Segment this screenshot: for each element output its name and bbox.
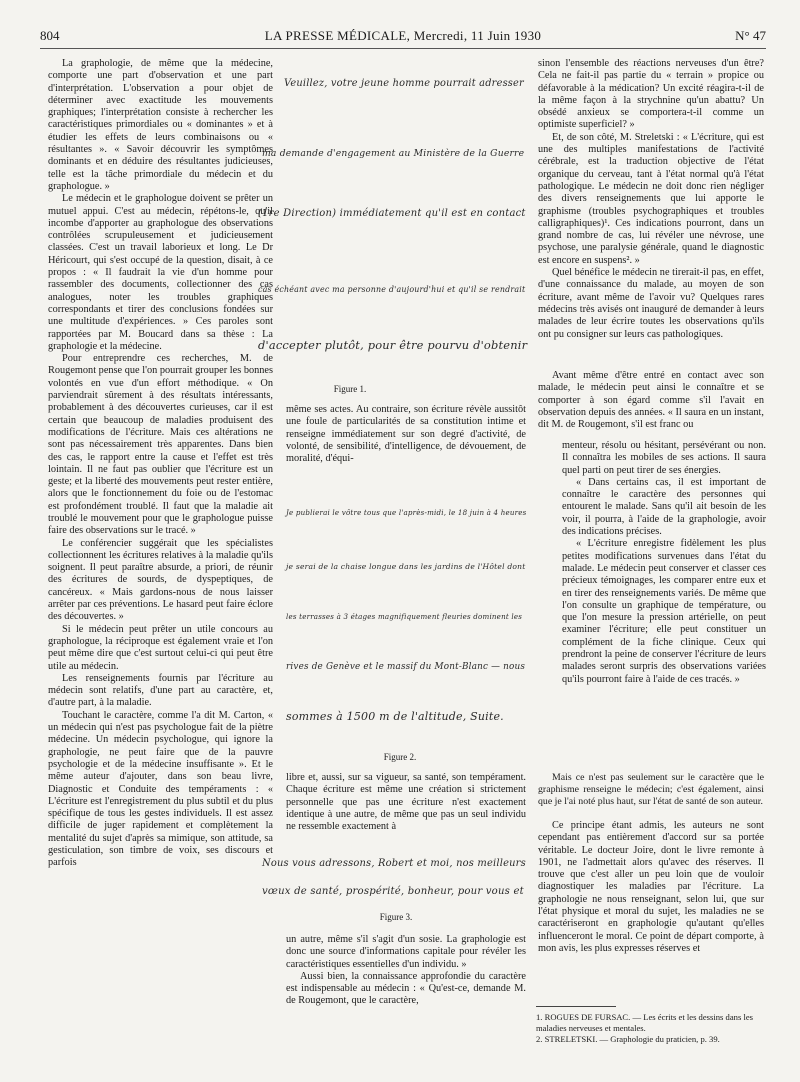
handwriting-line: (1re Direction) immédiatement qu'il est en contact [258,208,526,219]
paragraph: Aussi bien, la connaissance approfondie du caractère est indispensable au médecin : « Qu'est-ce, demande M. de Rougemont, que le caractère, [286,970,526,1007]
footnote: 1. ROGUES DE FURSAC. — Les écrits et les dessins dans les maladies nerveuses et mentales. [536,1012,753,1033]
column-right-wide [538,370,764,431]
handwriting-line: sommes à 1500 m de l'altitude, Suite. [286,710,504,723]
column-right-wide-2 [538,772,764,807]
column-right-mid [562,440,766,686]
column-right-top [538,58,764,341]
column-middle-bottom [286,934,526,1008]
paragraph: menteur, résolu ou hésitant, persévérant ou non. Il connaîtra les mobiles de ses actions. Il saura quel parti on peut tirer de ses énergies. [562,440,766,476]
paragraph: La graphologie, de même que la médecine, comporte une part d'observation et une part d'interprétation. L'observation a pour objet de déterminer avec exactitude les mouvements graphiques; l'interprétation consiste à rechercher les caractéristiques primordiales ou « dominantes » et à étudier les effets de leurs combinaisons ou « résultantes ». « Savoir découvrir les symptômes dominants et en déduire des résultantes judicieuses, telle est la tâche primordiale du médecin et du graphologue. » [48,58,273,192]
handwriting-line: Nous vous adressons, Robert et moi, nos meilleurs [262,858,526,869]
column-middle-text-2 [286,772,526,833]
paragraph: sinon l'ensemble des réactions nerveuses d'un être? Cela ne fait-il pas partie du « terrain » propice ou défavorable à la médication? Un excité réagira-t-il de la même façon à la strychnine qu'un abattu? Un obsédé anxieux se comportera-t-il comme un optimiste superficiel? » [538,58,764,131]
paragraph: « L'écriture enregistre fidèlement les plus petites modifications survenues dans l'état du malade. Le médecin peut conserver et classer ces précieux témoignages, les comparer entre eux et en tirer des renseignements variés. De même que l'on consulte un graphique de température, ou que l'on mesure la pression artérielle, on peut examiner l'écriture; elle peut constituer un complément de la fiche clinique. Ceux qui prendront la peine de conserver l'écriture de leurs malades seront surpris des observations variées qu'ils pourront faire à l'aide de ces tracés. » [562,538,766,685]
column-middle-text [286,404,526,465]
handwriting-line: les terrasses à 3 étages magnifiquement fleuries dominent les [286,612,523,621]
handwriting-line: cas échéant avec ma personne d'aujourd'hui et qu'il se rendrait [258,285,526,294]
figure-caption: Figure 1. [333,384,367,394]
paragraph: même ses actes. Au contraire, son écriture révèle aussitôt une foule de particularités de sa constitution intime et renseigne immédiatement sur son degré d'activité, de volonté, de sensibilité, d'intelligence, de dévouement, de moralité, d'équi- [286,404,526,465]
paragraph: libre et, aussi, sur sa vigueur, sa santé, son tempérament. Chaque écriture est même une création si strictement personnelle que pas une écriture n'est exactement identique à une autre, de même que pas un seul individu ne ressemble exactement à [286,772,526,833]
handwriting-line: vœux de santé, prospérité, bonheur, pour vous et [262,886,524,897]
paragraph: « Dans certains cas, il est important de connaître le caractère des personnes qui entourent le malade. Sans qu'il ait besoin de les voir, il pourra, à l'aide de la graphologie, avoir des indications précises. [562,476,766,538]
column-right-bottom [538,820,764,955]
paragraph: Mais ce n'est pas seulement sur le caractère que le graphisme renseigne le médecin; c'est également, ainsi que je l'ai noté plus haut, sur l'état de santé de son auteur. [538,772,764,807]
paragraph: Touchant le caractère, comme l'a dit M. Carton, « un médecin qui n'est pas psychologue fait de la piètre médecine. Un médecin psychologue, qui ignore la graphologie, ne peut faire que de la pauvre psychologie et de la médecine insuffisante ». Et le même auteur d'ajouter, dans son beau livre, Diagnostic et Conduite des tempéraments : « L'écriture est l'enregistrement du plus subtil et du plus spécifique de tous les gestes individuels. Il est assez difficile de juger rapidement et complètement la mentalité du sujet d'après sa mimique, son attitude, sa gesticulation, son timbre de voix, ses discours et parfois [48,709,273,869]
page-number: 804 [40,28,60,43]
column-left [48,58,273,870]
running-header [40,28,766,44]
handwriting-line: Je publierai le vôtre tous que l'après-midi, le 18 juin à 4 heures [286,508,527,517]
paragraph: Si le médecin peut prêter un utile concours au graphologue, la réciproque est également vraie et l'on peut même dire que c'est surtout celui-ci qui peut être utile au médecin. [48,623,273,672]
paragraph: Les renseignements fournis par l'écriture au médecin sont relatifs, d'une part au caractère, et, d'autre part, à la maladie. [48,672,273,709]
footnote-rule [536,1006,616,1007]
handwriting-line: rives de Genève et le massif du Mont-Blanc — nous [286,662,526,672]
paragraph: Le conférencier suggérait que les spécialistes collectionnent les écritures relatives à la maladie qu'ils soignent. Il peut paraître absurde, a priori, de réunir des écritures de sourds, de dyspeptiques, de cancéreux. « Mais gardons-nous de nous laisser arrêter par ces préventions. Le hasard peut faire éclore des découvertes. » [48,537,273,623]
footnote: 2. STRELETSKI. — Graphologie du praticien, p. 39. [536,1034,720,1044]
issue-number: N° 47 [735,28,766,43]
paragraph: un autre, même s'il s'agit d'un sosie. La graphologie est donc une source d'informations capitale pour révéler les caractéristiques essentielles d'un individu. » [286,934,526,970]
handwriting-line: d'accepter plutôt, pour être pourvu d'obtenir [258,338,528,352]
paragraph: Le médecin et le graphologue doivent se prêter un mutuel appui. C'est au médecin, répétons-le, qu'il incombe d'apporter au graphologue des observations contrôlées scrupuleusement et judicieusement classées. C'est un travail laborieux et long. Le Dr Héricourt, qui s'est occupé de la question, disait, à ce propos : « Il faudrait la vie d'un homme pour rassembler des documents, collectionner des cas analogues, noter les troubles graphiques correspondants et tirer des conclusions fondées sur une multitude d'expériences. » Ces paroles sont rapportées par M. Boucard dans sa thèse : La graphologie et la médecine. [48,193,273,352]
footnotes [536,1012,782,1045]
journal-title: LA PRESSE MÉDICALE, Mercredi, 11 Juin 1930 [264,28,542,43]
figure-caption: Figure 2. [383,752,417,762]
handwriting-line: Veuillez, votre jeune homme pourrait adresser [284,78,524,89]
header-rule [40,48,766,49]
handwriting-line: je serai de la chaise longue dans les jardins de l'Hôtel dont [286,562,526,571]
paragraph: Ce principe étant admis, les auteurs ne sont cependant pas entièrement d'accord sur sa portée véritable. Le docteur Joire, dont le livre remonte à 1901, ne l'admettait alors qu'avec des réserves. Il trouve que c'est aller un peu loin que de vouloir diagnostiquer les maladies par l'écriture. La graphologie ne nous renseignant, selon lui, que sur l'état physique et moral du sujet, les maladies ne se caractériseront en graphologie qu'autant qu'elles influenceront le moral. Ce point de départ comporte, à mon avis, les plus expresses réserves et [538,820,764,954]
paragraph: Avant même d'être entré en contact avec son malade, le médecin peut ainsi le connaître et se comporter à son égard comme s'il l'avait en observation depuis des années. « Il saura en un instant, dit M. de Rougemont, s'il est franc ou [538,370,764,431]
paragraph: Pour entreprendre ces recherches, M. de Rougemont pense que l'on pourrait grouper les bonnes volontés en vue d'un effort méthodique. « On parviendrait sûrement à des résultats intéressants, probablement à des découvertes curieuses, car il est certain que beaucoup de maladies produisent des modifications de l'écriture. Mais ces altérations ne sont pas nécessairement très apparentes. Dans bien des cas, le rapport entre la cause et l'effet est très lointain. Il ne faut pas oublier que l'écriture est un geste; et la liberté des mouvements peut rester entière, alors que le fonctionnement du foie ou de l'estomac est profondément troublé. Il faut que la maladie ait troublé le mouvement pour que le graphologue puisse faire des observations sur le tracé. » [48,353,273,537]
paragraph: Et, de son côté, M. Streletski : « L'écriture, qui est une des multiples manifestations de l'activité cérébrale, est la traduction objective de l'état organique du cerveau, tant à l'état normal qu'à l'état pathologique. Le médecin ne doit donc rien négliger des divers renseignements que lui apporte le graphisme (troubles psychographiques et troubles calligraphiques)¹. Ces indications pourront, dans un grand nombre de cas, lui révéler une névrose, une psychose, une paralysie générale, quand le diagnostic est encore en suspens². » [538,131,764,266]
handwriting-line: ma demande d'engagement au Ministère de la Guerre [262,148,525,159]
figure-caption: Figure 3. [379,912,413,922]
paragraph: Quel bénéfice le médecin ne tirerait-il pas, en effet, d'une connaissance du malade, au moyen de son écriture, avant même de l'avoir vu? Quelques rares médecins très avisés ont inauguré de demander à leurs malades de leur écrire toutes les observations qu'ils ont pu consigner sur leurs cas pathologiques. [538,267,764,340]
